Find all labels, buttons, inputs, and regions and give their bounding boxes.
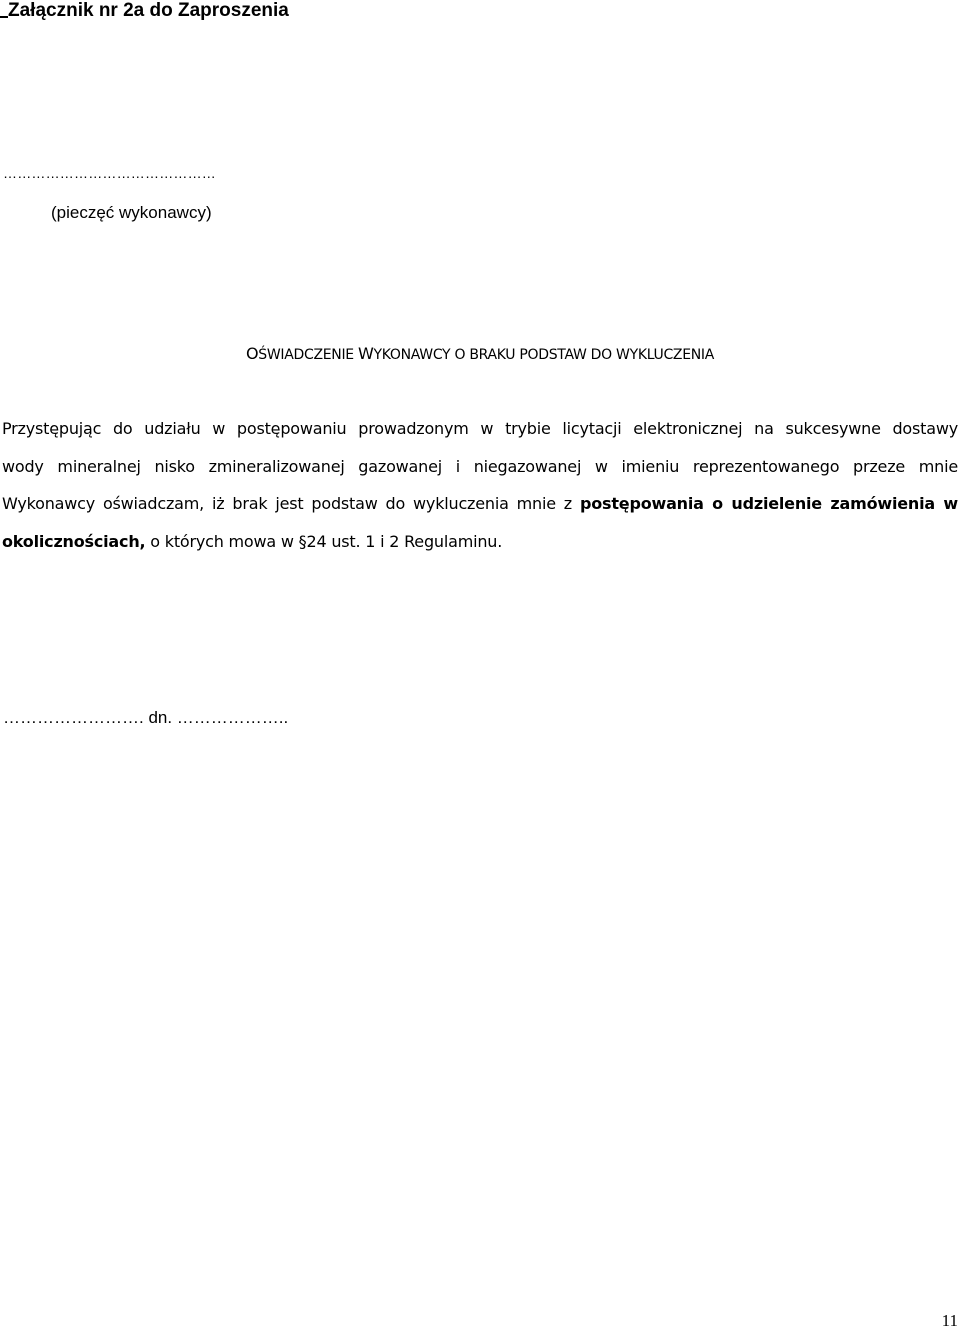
title-initial-w: W [357,344,374,363]
body-line-3-text: Wykonawcy oświadczam, iż brak jest podstaw do wykluczenia mnie z [2,494,580,514]
body-line-3 [2,485,958,523]
body-line-4 [2,523,958,561]
body-line-4-bold: okolicznościach, [2,531,146,551]
declaration-body [2,410,958,560]
place-date-line: ……………………. dn. ……………….. [3,708,289,727]
title-part-1: ŚWIADCZENIE [258,347,358,363]
stamp-label: (pieczęć wykonawcy) [51,203,212,222]
title-initial-o: O [245,344,259,363]
attachment-header [0,0,289,22]
body-line-3-bold: postępowania o udzielenie zamówienia w [579,494,958,514]
declaration-title [0,345,960,364]
stamp-dotted-line: ……………………………………… [3,165,216,181]
attachment-title: Załącznik nr 2a do Zaproszenia [8,0,289,21]
body-line-1: Przystępując do udziału w postępowaniu prowadzonym w trybie licytacji elektronicznej na sukcesywne dostawy [2,419,958,438]
body-line-2: wody mineralnej nisko zmineralizowanej gazowanej i niegazowanej w imieniu reprezentowanego przeze mnie [2,456,958,476]
header-underline-mark [0,0,8,18]
page-number: 11 [941,1311,958,1330]
title-part-2: YKONAWCY O BRAKU PODSTAW DO WYKLUCZENIA [373,347,715,363]
body-line-4-text: o których mowa w §24 ust. 1 i 2 Regulaminu. [145,531,503,551]
